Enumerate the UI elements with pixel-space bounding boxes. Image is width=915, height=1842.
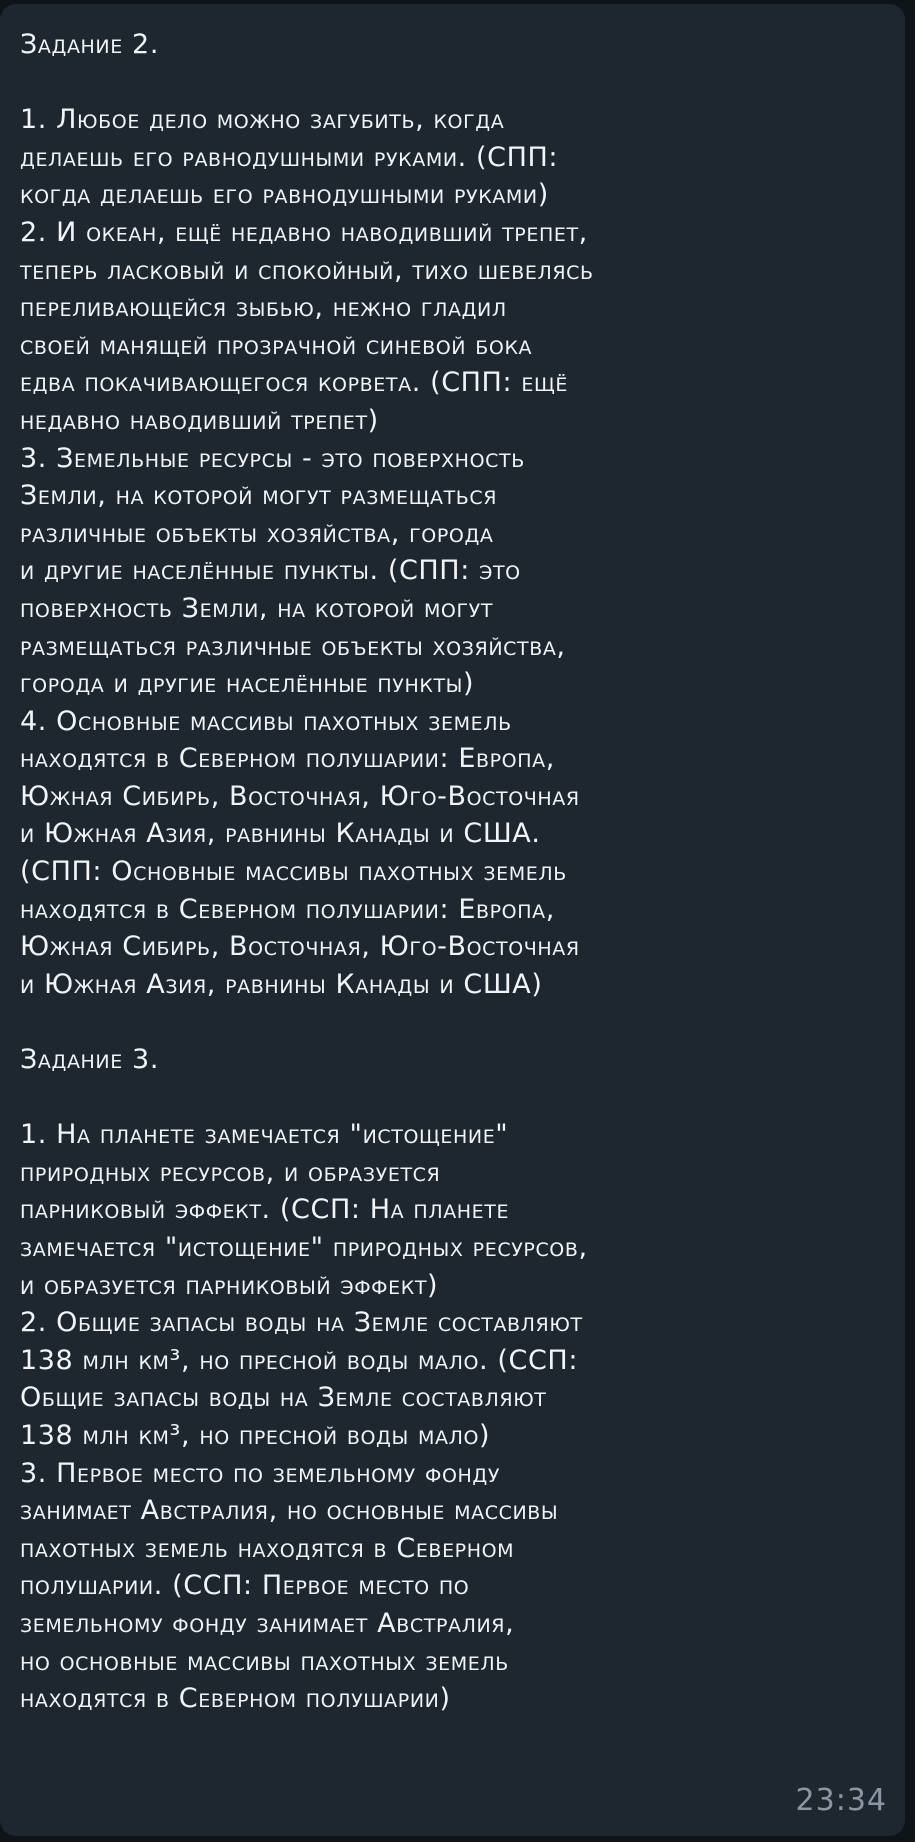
message-line: 3. Первое место по земельному фонду	[20, 1457, 501, 1489]
message-line: находятся в Северном полушарии: Европа,	[20, 893, 555, 925]
message-line: едва покачивающегося корвета. (СПП: ещё	[20, 367, 568, 399]
message-line: Южная Сибирь, Восточная, Юго-Восточная	[20, 780, 580, 812]
message-line: 3. Земельные ресурсы - это поверхность	[20, 442, 525, 474]
message-line: 4. Основные массивы пахотных земель	[20, 705, 512, 737]
message-text	[20, 26, 883, 1718]
message-line: парниковый эффект. (ССП: На планете	[20, 1194, 510, 1226]
message-line: природных ресурсов, и образуется	[20, 1156, 441, 1188]
message-line: и образуется парниковый эффект)	[20, 1269, 439, 1301]
message-line: 1. На планете замечается "истощение"	[20, 1119, 509, 1151]
message-line: Общие запасы воды на Земле составляют	[20, 1382, 547, 1414]
message-line: различные объекты хозяйства, города	[20, 517, 494, 549]
message-line: когда делаешь его равнодушными руками)	[20, 179, 549, 211]
message-line: 1. Любое дело можно загубить, когда	[20, 104, 505, 136]
message-line: находятся в Северном полушарии: Европа,	[20, 743, 555, 775]
message-line: замечается "истощение" природных ресурсов,	[20, 1232, 588, 1263]
message-line: Южная Сибирь, Восточная, Юго-Восточная	[20, 931, 580, 963]
message-line: и Южная Азия, равнины Канады и США)	[20, 968, 543, 1000]
message-line: Земли, на которой могут размещаться	[20, 480, 498, 512]
message-line: и Южная Азия, равнины Канады и США.	[20, 818, 541, 850]
message-line: и другие населённые пункты. (СПП: это	[20, 555, 521, 587]
message-line: размещаться различные объекты хозяйства,	[20, 630, 566, 662]
message-line: города и другие населённые пункты)	[20, 668, 475, 700]
message-line: но основные массивы пахотных земель	[20, 1645, 509, 1677]
message-time: 23:34	[795, 1783, 887, 1819]
blank-line	[20, 1079, 883, 1117]
message-line: Задание 3.	[20, 1044, 159, 1076]
message-line: полушарии. (ССП: Первое место по	[20, 1570, 470, 1602]
message-bubble[interactable]	[0, 4, 905, 1836]
message-line: 138 млн км³, но пресной воды мало. (ССП:	[20, 1344, 579, 1376]
message-line: переливающейся зыбью, нежно гладил	[20, 292, 507, 324]
message-line: недавно наводивший трепет)	[20, 404, 379, 436]
message-line: поверхность Земли, на которой могут	[20, 592, 494, 624]
message-line: земельному фонду занимает Австралия,	[20, 1607, 515, 1639]
message-line: 138 млн км³, но пресной воды мало)	[20, 1419, 491, 1451]
message-line: пахотных земель находятся в Северном	[20, 1532, 515, 1564]
message-line: (СПП: Основные массивы пахотных земель	[20, 856, 567, 888]
message-line: 2. И океан, ещё недавно наводивший трепет,	[20, 216, 588, 248]
message-line: делаешь его равнодушными руками. (СПП:	[20, 141, 559, 173]
message-line: Задание 2.	[20, 29, 159, 60]
message-line: теперь ласковый и спокойный, тихо шевелясь	[20, 254, 594, 286]
blank-line	[20, 64, 883, 102]
blank-line	[20, 1003, 883, 1041]
message-line: своей манящей прозрачной синевой бока	[20, 329, 533, 361]
message-line: занимает Австралия, но основные массивы	[20, 1495, 559, 1527]
message-line: находятся в Северном полушарии)	[20, 1683, 451, 1715]
message-line: 2. Общие запасы воды на Земле составляют	[20, 1307, 583, 1339]
